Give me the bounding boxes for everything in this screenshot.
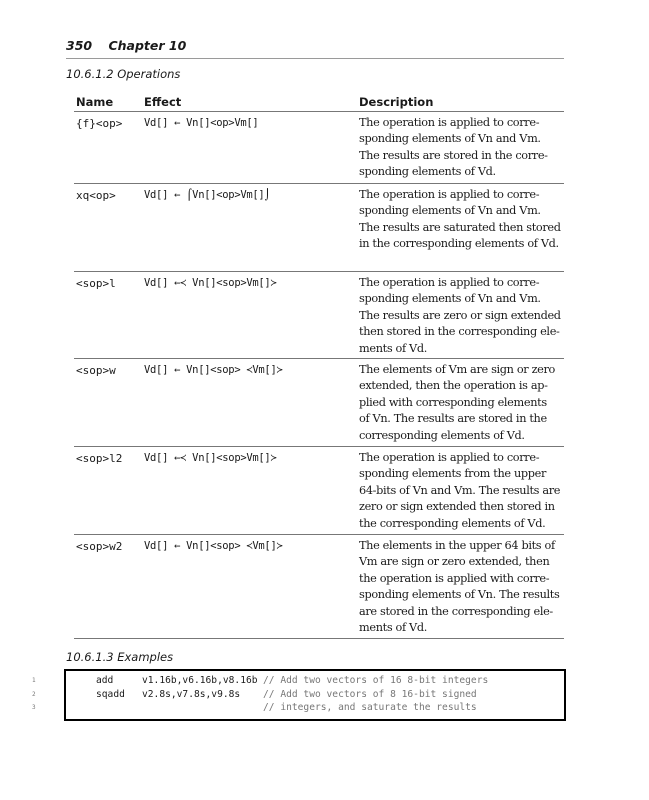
op-name: xq<op> — [76, 189, 116, 202]
table-row — [74, 447, 564, 535]
line-number: 3 — [32, 704, 36, 711]
code-line — [32, 702, 649, 715]
op-effect: Vd[] ←≺ Vn[]<sop>Vm[]≻ — [144, 452, 277, 464]
op-name: {f}<op> — [76, 117, 123, 130]
code-comment: // integers, and saturate the results — [263, 702, 477, 713]
op-effect: Vd[] ← ⌠Vn[]<op>Vm[]⌡ — [144, 189, 271, 201]
op-description — [359, 538, 559, 636]
running-head — [66, 38, 564, 59]
op-name: <sop>l2 — [76, 452, 123, 465]
header-name: Name — [76, 95, 114, 109]
description-line: then stored in the corresponding ele- — [359, 325, 560, 339]
table-row — [74, 184, 564, 272]
description-line: sponding elements of Vn and Vm. — [359, 292, 541, 306]
table-row — [74, 535, 564, 639]
table-row — [74, 272, 564, 359]
code-line — [32, 675, 649, 688]
description-line: corresponding elements of Vd. — [359, 428, 525, 442]
op-description — [359, 450, 559, 532]
op-description — [359, 187, 559, 253]
op-effect: Vd[] ← Vn[]<op>Vm[] — [144, 117, 259, 129]
op-description — [359, 362, 559, 444]
description-line: The results are zero or sign extended — [359, 308, 561, 322]
op-effect: Vd[] ←≺ Vn[]<sop>Vm[]≻ — [144, 277, 277, 289]
header-description: Description — [359, 95, 434, 109]
op-description — [359, 115, 559, 181]
code-comment: // Add two vectors of 8 16-bit signed — [263, 689, 477, 700]
description-line: sponding elements of Vn and Vm. — [359, 132, 541, 146]
description-line: of Vn. The results are stored in the — [359, 412, 547, 426]
description-line: sponding elements from the upper — [359, 467, 547, 481]
description-line: ments of Vd. — [359, 341, 427, 355]
description-line: ments of Vd. — [359, 621, 427, 635]
description-line: sponding elements of Vd. — [359, 165, 496, 179]
description-line: The operation is applied to corre- — [359, 116, 540, 129]
op-effect: Vd[] ← Vn[]<sop> ≺Vm[]≻ — [144, 540, 283, 552]
operands: v2.8s,v7.8s,v9.8s — [142, 689, 241, 700]
description-line: sponding elements of Vn and Vm. — [359, 204, 541, 218]
description-line: the corresponding elements of Vd. — [359, 516, 546, 530]
description-line: in the corresponding elements of Vd. — [359, 237, 559, 251]
code-listing — [32, 669, 566, 721]
description-line: sponding elements of Vn. The results — [359, 588, 560, 602]
op-name: <sop>w2 — [76, 540, 123, 553]
op-effect: Vd[] ← Vn[]<sop> ≺Vm[]≻ — [144, 364, 283, 376]
table-row — [74, 112, 564, 184]
mnemonic: sqadd — [96, 689, 125, 700]
op-description — [359, 275, 559, 357]
line-number: 1 — [32, 677, 36, 684]
operands: v1.16b,v6.16b,v8.16b — [142, 675, 258, 686]
description-line: The elements of Vm are sign or zero — [359, 363, 556, 376]
description-line: The results are stored in the corre- — [359, 148, 548, 162]
op-name: <sop>l — [76, 277, 116, 290]
line-number: 2 — [32, 691, 36, 698]
description-line: extended, then the operation is ap- — [359, 379, 548, 393]
description-line: The elements in the upper 64 bits of — [359, 539, 555, 552]
header-effect: Effect — [144, 95, 182, 109]
chapter-title: Chapter 10 — [108, 38, 187, 53]
section-title-operations: 10.6.1.2 Operations — [66, 67, 181, 81]
description-line: The operation is applied to corre- — [359, 276, 540, 289]
description-line: Vm are sign or zero extended, then — [359, 555, 550, 569]
description-line: 64-bits of Vn and Vm. The results are — [359, 483, 561, 497]
section-title-examples: 10.6.1.3 Examples — [66, 650, 174, 664]
op-name: <sop>w — [76, 364, 116, 377]
description-line: The operation is applied to corre- — [359, 188, 540, 201]
description-line: The results are saturated then stored — [359, 220, 561, 234]
operations-table — [74, 93, 564, 639]
code-line — [32, 689, 649, 702]
page-number: 350 — [66, 38, 93, 53]
description-line: plied with corresponding elements — [359, 395, 547, 409]
description-line: zero or sign extended then stored in — [359, 500, 555, 514]
description-line: The operation is applied to corre- — [359, 451, 540, 464]
code-comment: // Add two vectors of 16 8-bit integers — [263, 675, 489, 686]
table-row — [74, 359, 564, 447]
table-header — [74, 93, 564, 112]
description-line: the operation is applied with corre- — [359, 571, 550, 585]
description-line: are stored in the corresponding ele- — [359, 604, 553, 618]
mnemonic: add — [96, 675, 114, 686]
